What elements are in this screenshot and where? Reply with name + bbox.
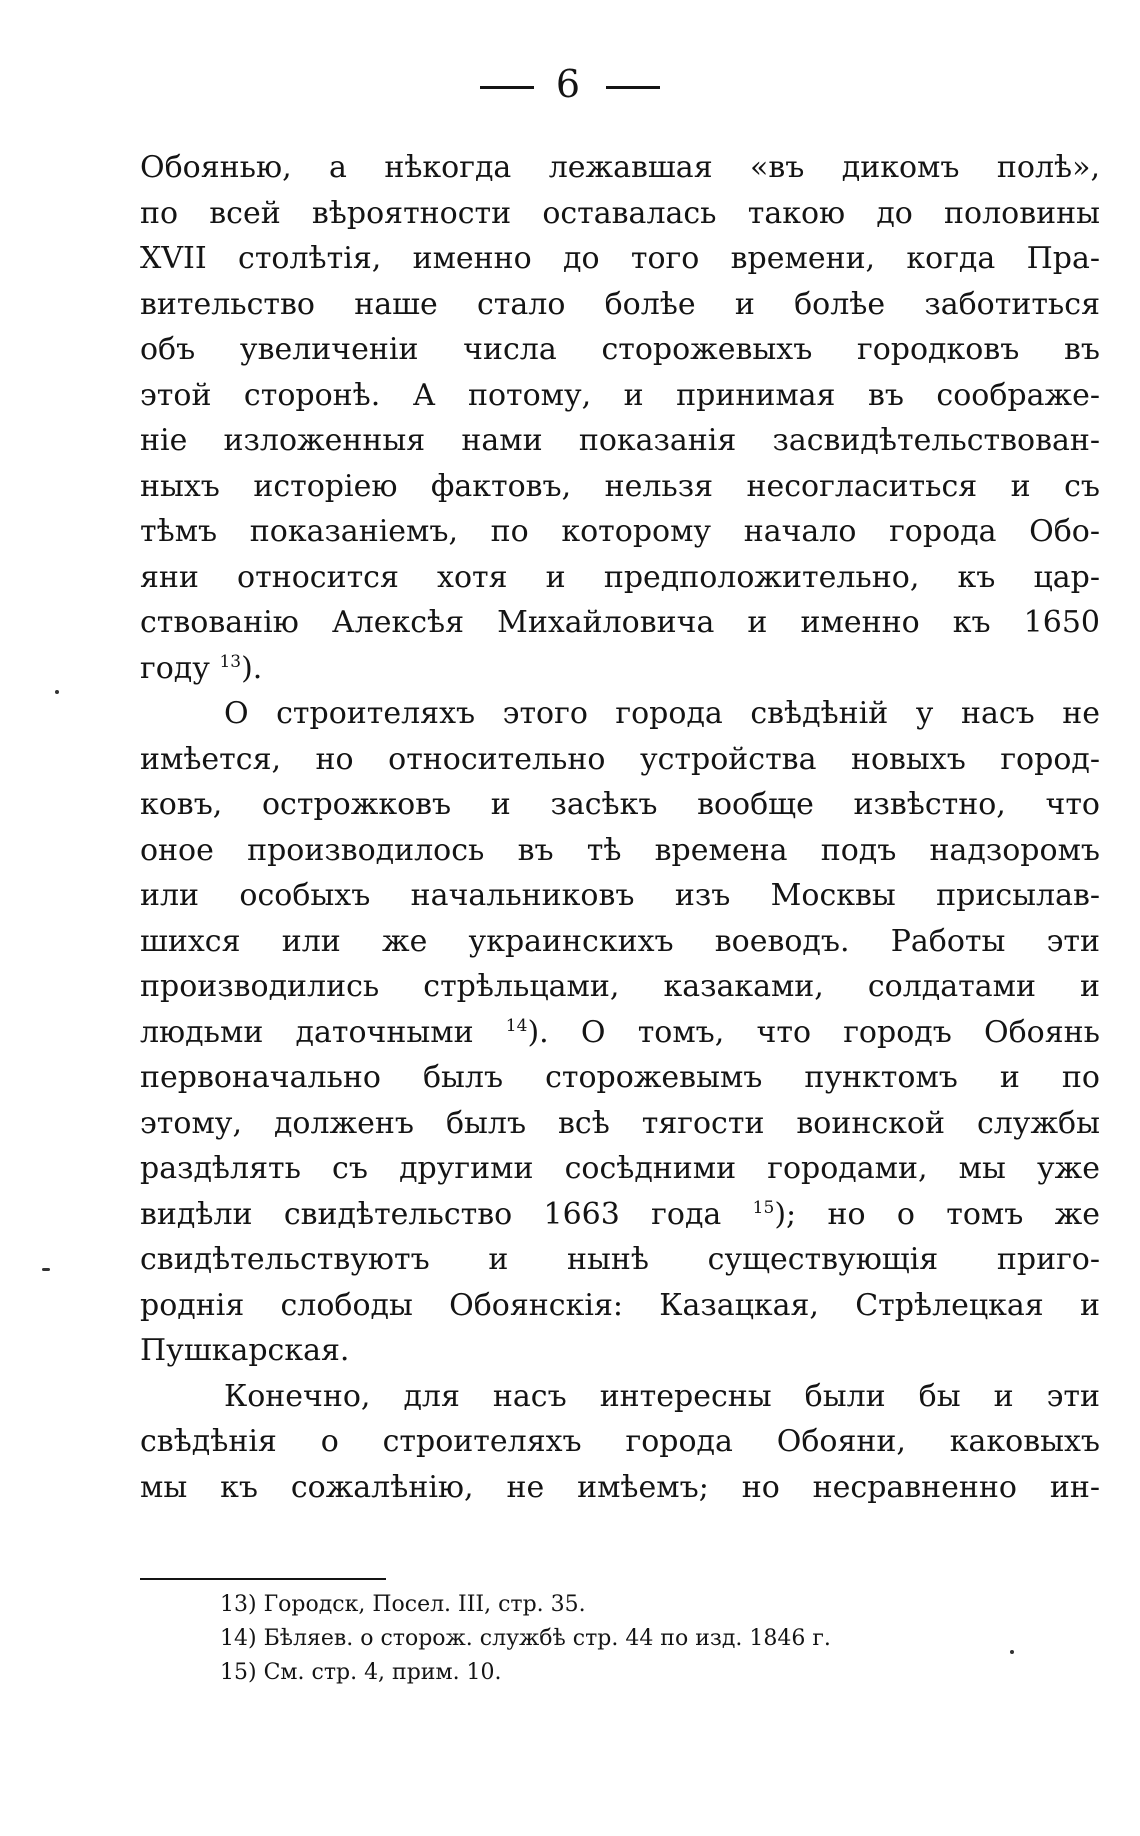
- footnote-ref: 15: [752, 1197, 775, 1218]
- text-line: [140, 646, 1100, 692]
- text-line: раздѣлять съ другими сосѣдними городами, мы уже: [140, 1151, 1100, 1186]
- text-line: первоначально былъ сторожевымъ пунктомъ и по: [140, 1060, 1100, 1095]
- footnote-separator: [140, 1578, 386, 1580]
- text-line: оное производилось въ тѣ времена подъ надзоромъ: [140, 832, 1100, 868]
- text-line: шихся или же украинскихъ воеводъ. Работы эти: [140, 923, 1100, 959]
- text-line: [140, 1192, 1100, 1238]
- text-run: году: [140, 650, 210, 686]
- footnote-ref: 14: [505, 1015, 528, 1036]
- text-run: людьми даточными: [140, 1014, 474, 1050]
- text-line: Обоянью, а нѣкогда лежавшая «въ дикомъ полѣ»,: [140, 150, 1100, 185]
- page-number: [0, 62, 1140, 106]
- text-line: мы къ сожалѣнію, не имѣемъ; но несравненно ин-: [140, 1469, 1100, 1505]
- text-line: XVII столѣтія, именно до того времени, когда Пра-: [140, 241, 1100, 276]
- footnote: 15) См. стр. 4, прим. 10.: [220, 1660, 502, 1685]
- text-run: ). О томъ, что городъ Обоянь: [527, 1014, 1100, 1050]
- print-speck: [55, 690, 59, 694]
- text-run: видѣли свидѣтельство 1663 года: [140, 1196, 722, 1232]
- footnote-ref: 13: [219, 651, 242, 672]
- page-number-dash-left: [480, 86, 534, 89]
- text-line: вительство наше стало болѣе и болѣе заботиться: [140, 286, 1100, 322]
- text-line: роднія слободы Обоянскія: Казацкая, Стрѣлецкая и: [140, 1287, 1100, 1323]
- text-line: ковъ, острожковъ и засѣкъ вообще извѣстно, что: [140, 787, 1100, 822]
- text-run: ).: [241, 650, 263, 686]
- text-line: производились стрѣльцами, казаками, солдатами и: [140, 969, 1100, 1004]
- text-line: или особыхъ начальниковъ изъ Москвы присылав-: [140, 878, 1100, 913]
- text-line: ствованію Алексѣя Михайловича и именно къ 1650: [140, 605, 1100, 640]
- page-number-value: 6: [555, 62, 585, 106]
- text-run: ); но о томъ же: [774, 1196, 1100, 1232]
- text-line: свѣдѣнія о строителяхъ города Обояни, каковыхъ: [140, 1424, 1100, 1459]
- print-speck: [1010, 1650, 1014, 1654]
- text-line: ніе изложенныя нами показанія засвидѣтельствован-: [140, 423, 1100, 458]
- text-line: по всей вѣроятности оставалась такою до половины: [140, 195, 1100, 231]
- text-line: ныхъ исторіею фактовъ, нельзя несогласиться и съ: [140, 468, 1100, 504]
- page-number-dash-right: [606, 86, 660, 89]
- text-line: объ увеличеніи числа сторожевыхъ городковъ въ: [140, 332, 1100, 367]
- text-line: имѣется, но относительно устройства новыхъ город-: [140, 741, 1100, 777]
- footnote: 14) Бѣляев. о сторож. службѣ стр. 44 по изд. 1846 г.: [220, 1626, 831, 1651]
- text-line: Пушкарская.: [140, 1333, 350, 1368]
- footnote: 13) Городск, Посел. III, стр. 35.: [220, 1592, 586, 1617]
- text-line: свидѣтельствуютъ и нынѣ существующія приго-: [140, 1242, 1100, 1277]
- text-line: тѣмъ показаніемъ, по которому начало города Обо-: [140, 514, 1100, 549]
- print-speck: [42, 1268, 50, 1271]
- text-line: яни относится хотя и предположительно, къ цар-: [140, 559, 1100, 595]
- body-text: [140, 145, 1100, 1510]
- footnotes: [220, 1588, 1080, 1690]
- text-line: этому, долженъ былъ всѣ тягости воинской службы: [140, 1105, 1100, 1141]
- text-line: этой сторонѣ. А потому, и принимая въ соображе-: [140, 377, 1100, 413]
- text-line: О строителяхъ этого города свѣдѣній у насъ не: [224, 696, 1100, 731]
- text-line: [140, 1010, 1100, 1056]
- text-line: Конечно, для насъ интересны были бы и эти: [224, 1378, 1100, 1414]
